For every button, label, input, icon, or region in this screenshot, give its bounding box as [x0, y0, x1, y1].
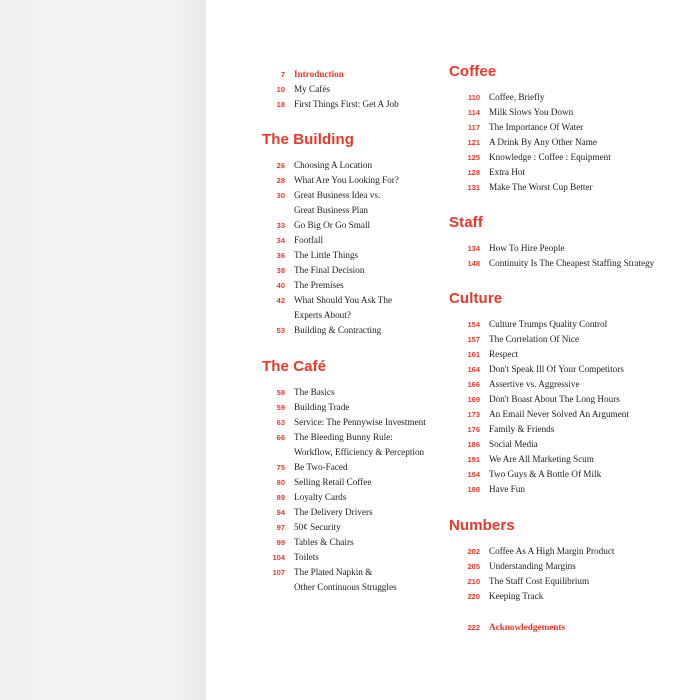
toc-page-number: 99: [276, 538, 285, 547]
toc-entry-title: Extra Hot: [489, 167, 525, 177]
toc-page-number: 191: [467, 455, 480, 464]
toc-page-number: 157: [467, 335, 480, 344]
toc-entry-title: 50¢ Security: [294, 522, 341, 532]
toc-entry-title: Building Trade: [294, 402, 350, 412]
toc-page-number: 205: [467, 562, 480, 571]
toc-entry-title: First Things First: Get A Job: [294, 99, 399, 109]
toc-page-number: 26: [276, 161, 285, 170]
toc-entry-title: Have Fun: [489, 484, 525, 494]
toc-page-number: 161: [467, 350, 480, 359]
toc-page-number: 117: [467, 123, 480, 132]
toc-entry-title: The Importance Of Water: [489, 122, 584, 132]
toc-entry-title: Don't Boast About The Long Hours: [489, 394, 620, 404]
toc-page-number: 154: [467, 320, 480, 329]
toc-page-number: 59: [276, 403, 285, 412]
toc-page-number: 38: [276, 266, 285, 275]
toc-entry-title: Family & Friends: [489, 424, 555, 434]
toc-entry-title: The Premises: [294, 280, 344, 290]
section-heading: Coffee: [449, 63, 497, 80]
toc-page-number: 173: [467, 410, 480, 419]
toc-entry-title: Tables & Chairs: [294, 537, 354, 547]
toc-entry-title: The Final Decision: [294, 265, 365, 275]
toc-page-number: 198: [467, 485, 480, 494]
toc-page-number: 186: [467, 440, 480, 449]
toc-entry-title: Footfall: [294, 235, 324, 245]
toc-entry-title: Choosing A Location: [294, 160, 373, 170]
toc-page-number: 104: [272, 553, 285, 562]
toc-entry-title: We Are All Marketing Scum: [489, 454, 594, 464]
toc-page-number: 121: [467, 138, 480, 147]
section-heading: Numbers: [449, 517, 515, 534]
toc-page-number: 176: [467, 425, 480, 434]
toc-entry-title: The Little Things: [294, 250, 359, 260]
toc-entry-title: What Should You Ask The: [294, 295, 393, 305]
toc-entry-title: Workflow, Efficiency & Perception: [294, 447, 425, 457]
toc-entry-title: Culture Trumps Quality Control: [489, 319, 608, 329]
toc-entry-title: Continuity Is The Cheapest Staffing Strategy: [489, 258, 655, 268]
toc-page-number: 220: [467, 592, 480, 601]
toc-entry-title: Be Two-Faced: [294, 462, 348, 472]
toc-page-number: 58: [276, 388, 285, 397]
toc-entry-title: Great Business Plan: [294, 205, 369, 215]
toc-page-number: 42: [276, 296, 285, 305]
section-heading: The Building: [262, 131, 355, 148]
toc-entry-title: What Are You Looking For?: [294, 175, 399, 185]
toc-entry-title: Social Media: [489, 439, 538, 449]
toc-entry-title: Milk Slows You Down: [489, 107, 574, 117]
page-gutter-shadow: [0, 0, 206, 700]
toc-page-number: 10: [276, 85, 285, 94]
toc-page-number: 40: [276, 281, 285, 290]
toc-page-number: 36: [276, 251, 285, 260]
toc-entry-title: The Correlation Of Nice: [489, 334, 580, 344]
toc-entry-title: The Delivery Drivers: [294, 507, 373, 517]
toc-entry-title: Assertive vs. Aggressive: [489, 379, 580, 389]
toc-entry-title: Experts About?: [294, 310, 351, 320]
toc-page-number: 75: [276, 463, 285, 472]
toc-page-number: 125: [467, 153, 480, 162]
toc-entry-title: Introduction: [294, 69, 344, 79]
toc-entry-title: Respect: [489, 349, 519, 359]
toc-page-number: 202: [467, 547, 480, 556]
toc-page-number: 169: [467, 395, 480, 404]
toc-entry-title: Make The Worst Cup Better: [489, 182, 593, 192]
toc-page-number: 97: [276, 523, 285, 532]
toc-entry-title: Toilets: [294, 552, 319, 562]
toc-page-number: 53: [276, 326, 285, 335]
toc-page-number: 18: [276, 100, 285, 109]
toc-entry-title: Building & Contracting: [294, 325, 382, 335]
toc-entry-title: How To Hire People: [489, 243, 565, 253]
toc-entry-title: The Bleeding Bunny Rule:: [294, 432, 393, 442]
section-heading: Staff: [449, 214, 483, 231]
toc-entry-title: A Drink By Any Other Name: [489, 137, 597, 147]
toc-page-number: 66: [276, 433, 285, 442]
toc-page-number: 34: [276, 236, 285, 245]
toc-page-number: 7: [280, 70, 285, 79]
toc-page-number: 89: [276, 493, 285, 502]
toc-page-number: 210: [467, 577, 480, 586]
toc-entry-title: Acknowledgements: [489, 622, 566, 632]
toc-entry-title: Don't Speak Ill Of Your Competitors: [489, 364, 624, 374]
toc-entry-title: Knowledge : Coffee : Equipment: [489, 152, 611, 162]
toc-page-number: 166: [467, 380, 480, 389]
toc-entry-title: My Cafés: [294, 84, 330, 94]
toc-page-number: 194: [467, 470, 480, 479]
toc-page-number: 222: [467, 623, 480, 632]
toc-page-number: 94: [276, 508, 285, 517]
toc-entry-title: Keeping Track: [489, 591, 544, 601]
toc-entry-title: Other Continuous Struggles: [294, 582, 397, 592]
section-heading: The Café: [262, 358, 327, 375]
toc-page-number: 110: [467, 93, 480, 102]
toc-page-number: 114: [467, 108, 480, 117]
toc-page-number: 128: [467, 168, 480, 177]
toc-entry-title: The Staff Cost Equilibrium: [489, 576, 590, 586]
toc-entry-title: Service: The Pennywise Investment: [294, 417, 426, 427]
toc-entry-title: The Plated Napkin &: [294, 567, 373, 577]
toc-page-number: 107: [272, 568, 285, 577]
toc-entry-title: Coffee, Briefly: [489, 92, 545, 102]
toc-page-number: 80: [276, 478, 285, 487]
section-heading: Culture: [449, 290, 503, 307]
toc-page-number: 148: [467, 259, 480, 268]
toc-page-number: 134: [467, 244, 480, 253]
toc-entry-title: Go Big Or Go Small: [294, 220, 371, 230]
toc-entry-title: Great Business Idea vs.: [294, 190, 381, 200]
toc-page-number: 30: [276, 191, 285, 200]
toc-entry-title: Understanding Margins: [489, 561, 576, 571]
toc-entry-title: An Email Never Solved An Argument: [489, 409, 629, 419]
toc-page-number: 164: [467, 365, 480, 374]
toc-page-number: 131: [467, 183, 480, 192]
toc-page-number: 63: [276, 418, 285, 427]
toc-entry-title: Selling Retail Coffee: [294, 477, 372, 487]
toc-entry-title: The Basics: [294, 387, 335, 397]
toc-entry-title: Coffee As A High Margin Product: [489, 546, 615, 556]
toc-page-number: 33: [276, 221, 285, 230]
toc-page-number: 28: [276, 176, 285, 185]
toc-entry-title: Two Guys & A Bottle Of Milk: [489, 469, 602, 479]
toc-entry-title: Loyalty Cards: [294, 492, 347, 502]
